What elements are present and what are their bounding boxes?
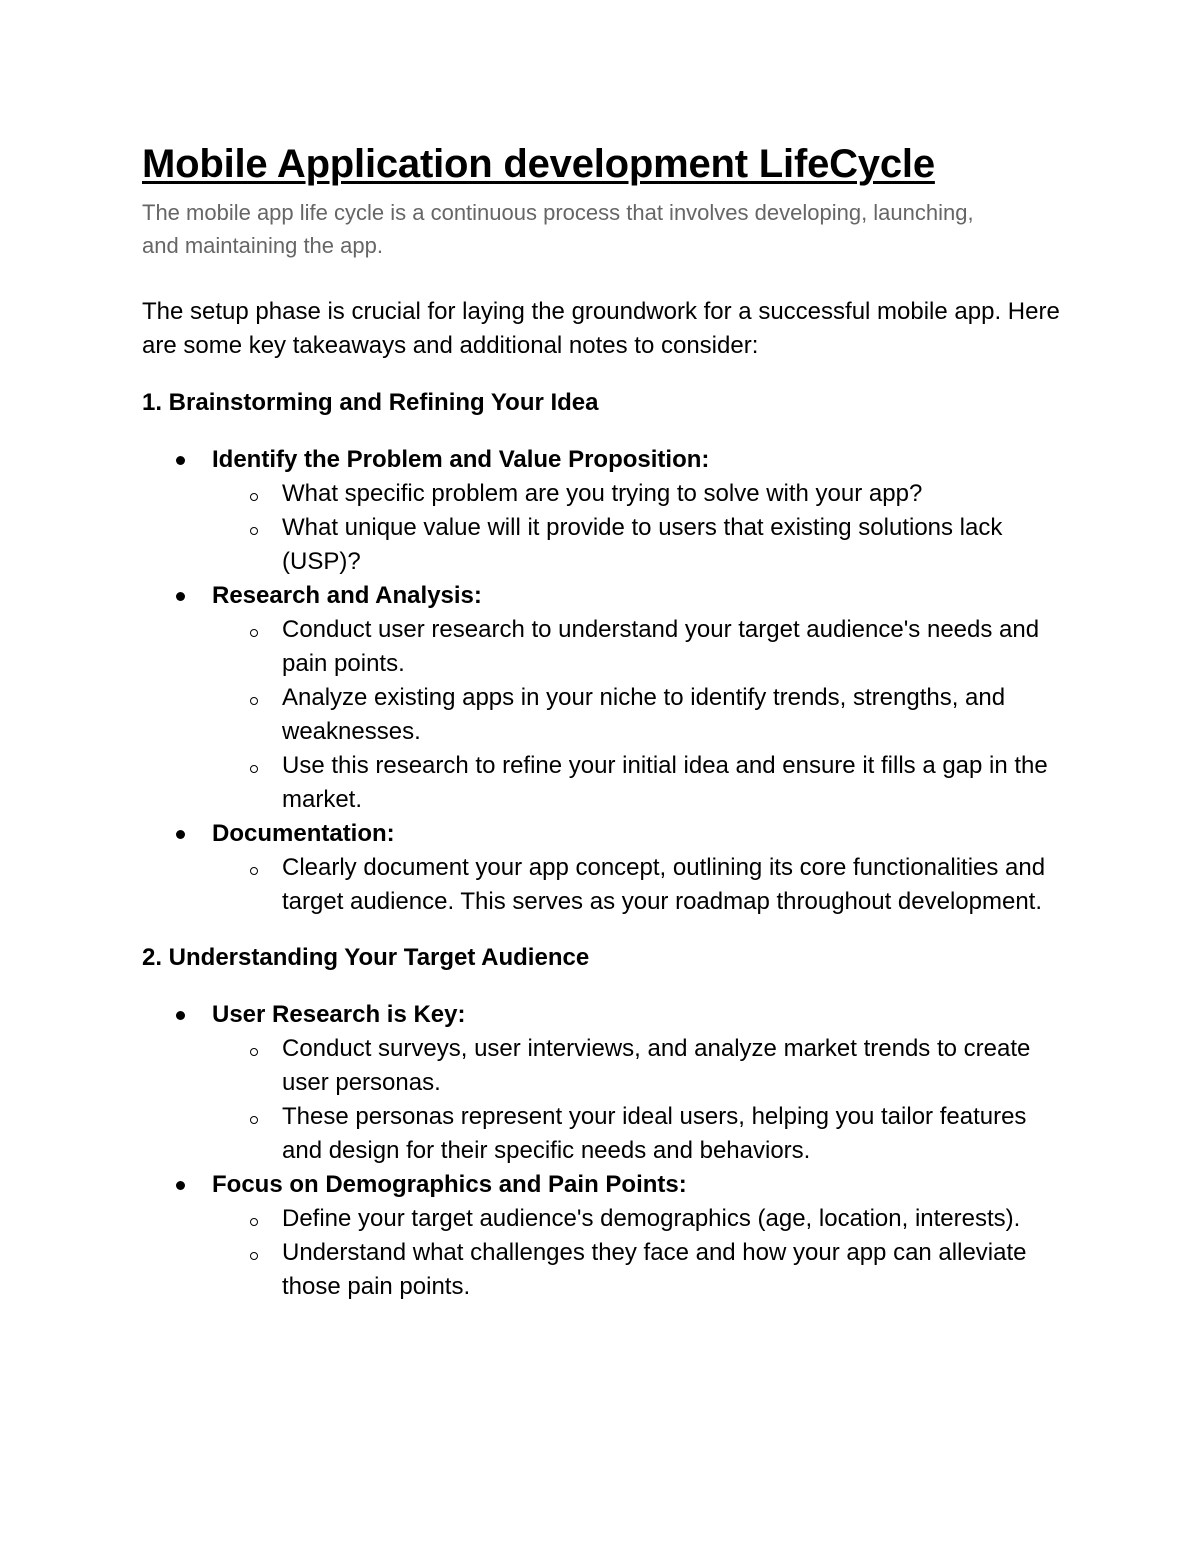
circle-bullet-icon (250, 629, 258, 637)
circle-bullet-icon (250, 765, 258, 773)
page-title: Mobile Application development LifeCycle (142, 142, 935, 186)
subtitle: The mobile app life cycle is a continuous process that involves developing, launching, and maintaining the app. (142, 200, 974, 258)
list-item (142, 579, 1072, 817)
sub-list (212, 613, 1072, 817)
sub-list-item: Define your target audience's demographics (age, location, interests). (212, 1202, 1072, 1236)
bullet-label: Research and Analysis: (212, 582, 482, 609)
section-heading-target-audience: 2. Understanding Your Target Audience (142, 944, 590, 971)
bullet-icon (176, 592, 185, 601)
circle-bullet-icon (250, 527, 258, 535)
sub-list-item: What unique value will it provide to users that existing solutions lack (USP)? (212, 511, 1072, 579)
document-content (142, 140, 1072, 1304)
circle-bullet-icon (250, 1252, 258, 1260)
sub-list (212, 851, 1072, 919)
bullet-icon (176, 1011, 185, 1020)
bullet-icon (176, 1181, 185, 1190)
section-heading-brainstorming: 1. Brainstorming and Refining Your Idea (142, 389, 599, 416)
bullet-label: User Research is Key: (212, 1001, 466, 1028)
sub-list (212, 1202, 1072, 1304)
intro-paragraph: The setup phase is crucial for laying the groundwork for a successful mobile app. Here are some key takeaways and additional notes to consider: (142, 298, 1060, 359)
bullet-label: Focus on Demographics and Pain Points: (212, 1171, 687, 1198)
list-item (142, 998, 1072, 1168)
bullet-icon (176, 830, 185, 839)
sub-list-item: Use this research to refine your initial idea and ensure it fills a gap in the market. (212, 749, 1072, 817)
list-item (142, 443, 1072, 579)
circle-bullet-icon (250, 1048, 258, 1056)
sub-list-item: Analyze existing apps in your niche to identify trends, strengths, and weaknesses. (212, 681, 1072, 749)
sub-list-item: Conduct surveys, user interviews, and analyze market trends to create user personas. (212, 1032, 1072, 1100)
sub-list-item: Understand what challenges they face and how your app can alleviate those pain points. (212, 1236, 1072, 1304)
sub-list-item: Conduct user research to understand your target audience's needs and pain points. (212, 613, 1072, 681)
circle-bullet-icon (250, 493, 258, 501)
sub-list (212, 1032, 1072, 1168)
sub-list-item: These personas represent your ideal users, helping you tailor features and design for their specific needs and behaviors. (212, 1100, 1072, 1168)
sub-list-item: Clearly document your app concept, outlining its core functionalities and target audience. This serves as your roadmap throughout development. (212, 851, 1072, 919)
bullet-label: Identify the Problem and Value Proposition: (212, 446, 710, 473)
sub-list (212, 477, 1072, 579)
circle-bullet-icon (250, 867, 258, 875)
circle-bullet-icon (250, 1116, 258, 1124)
section-1-list (142, 443, 1072, 919)
sub-list-item: What specific problem are you trying to solve with your app? (212, 477, 1072, 511)
circle-bullet-icon (250, 1218, 258, 1226)
list-item (142, 1168, 1072, 1304)
bullet-label: Documentation: (212, 820, 395, 847)
list-item (142, 817, 1072, 919)
circle-bullet-icon (250, 697, 258, 705)
section-2-list (142, 998, 1072, 1304)
bullet-icon (176, 456, 185, 465)
